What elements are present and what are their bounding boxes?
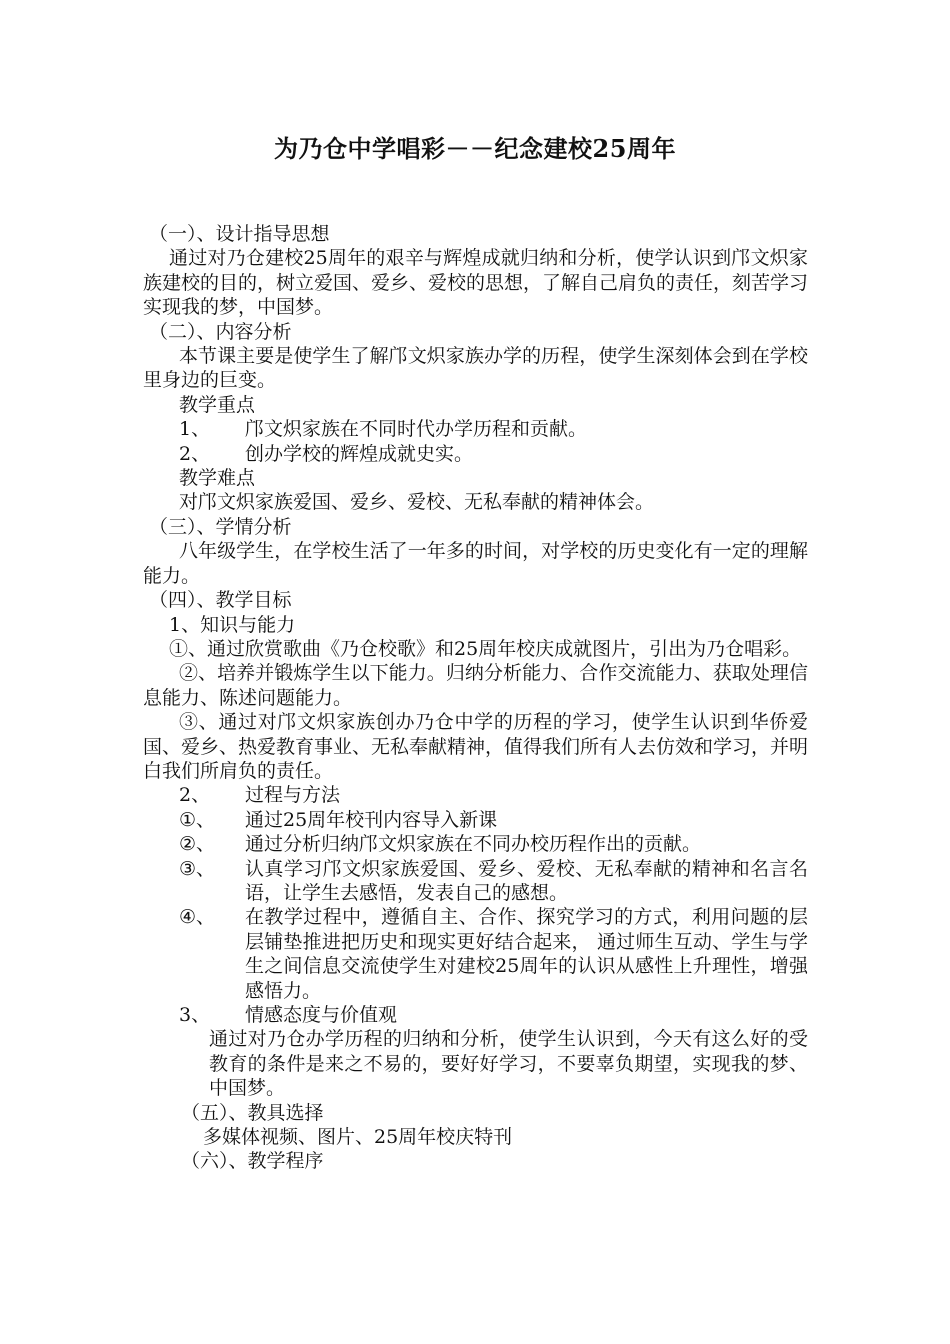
document-body — [143, 222, 808, 1174]
item-text: 认真学习邝文炽家族爱国、爱乡、爱校、无私奉献的精神和名言名语，让学生去感悟，发表自己的感想。 — [245, 857, 808, 904]
document-title: 为乃仓中学唱彩－－纪念建校25周年 — [274, 134, 676, 163]
item-text: 在教学过程中，遵循自主、合作、探究学习的方式，利用问题的层层铺垫推进把历史和现实更好结合起来， 通过师生互动、学生与学生之间信息交流使学生对建校25周年的认识从感性上升理性，增强感悟力。 — [245, 906, 808, 1002]
objective-3-text: 通过对乃仓办学历程的归纳和分析，使学生认识到，今天有这么好的受教育的条件是来之不易的，要好好学习，不要辜负期望，实现我的梦、中国梦。 — [209, 1028, 808, 1100]
key-point-item — [143, 442, 808, 466]
objective-label: 过程与方法 — [245, 784, 341, 807]
section-4-heading: （四）、教学目标 — [149, 589, 292, 612]
item-text: 通过分析归纳邝文炽家族在不同办校历程作出的贡献。 — [245, 833, 702, 856]
key-point-text: 邝文炽家族在不同时代办学历程和贡献。 — [245, 418, 588, 441]
difficulty-text: 对邝文炽家族爱国、爱乡、爱校、无私奉献的精神体会。 — [179, 491, 655, 514]
section-3-text: 八年级学生，在学校生活了一年多的时间，对学校的历史变化有一定的理解能力。 — [143, 540, 808, 587]
objective-2-item — [143, 832, 808, 856]
section-1-text: 通过对乃仓建校25周年的艰辛与辉煌成就归纳和分析，使学认识到邝文炽家族建校的目的，树立爱国、爱乡、爱校的思想，了解自己肩负的责任，刻苦学习实现我的梦，中国梦。 — [143, 247, 809, 319]
section-6-heading: （六）、教学程序 — [181, 1150, 324, 1173]
difficulty-label: 教学难点 — [179, 467, 256, 490]
objective-2-heading — [143, 783, 808, 807]
section-2-heading: （二）、内容分析 — [149, 320, 292, 343]
objective-label: 情感态度与价值观 — [245, 1004, 398, 1026]
objective-2-item — [143, 905, 808, 1003]
objective-1-item: ①、通过欣赏歌曲《乃仓校歌》和25周年校庆成就图片，引出为乃仓唱彩。 — [169, 637, 802, 660]
objective-1-item: ③、通过对邝文炽家族创办乃仓中学的历程的学习，使学生认识到华侨爱国、爱乡、热爱教育事业、无私奉献精神，值得我们所有人去仿效和学习，并明白我们所肩负的责任。 — [143, 711, 809, 782]
objective-2-item — [143, 808, 808, 832]
section-3-heading: （三）、学情分析 — [149, 515, 292, 538]
item-number: ②、 — [179, 833, 216, 856]
key-points-label: 教学重点 — [179, 393, 256, 416]
key-point-text: 创办学校的辉煌成就史实。 — [245, 442, 474, 465]
objective-number: 2、 — [179, 784, 211, 807]
section-2-text: 本节课主要是使学生了解邝文炽家族办学的历程，使学生深刻体会到在学校里身边的巨变。 — [143, 345, 808, 392]
objective-number: 3、 — [179, 1004, 211, 1026]
key-point-number: 2、 — [179, 442, 211, 465]
section-5-text: 多媒体视频、图片、25周年校庆特刊 — [203, 1126, 513, 1149]
item-number: ①、 — [179, 808, 216, 831]
section-5-heading: （五）、教具选择 — [181, 1101, 324, 1124]
key-point-number: 1、 — [179, 418, 211, 441]
objective-2-item — [143, 857, 808, 906]
item-number: ③、 — [179, 857, 216, 880]
objective-1-heading: 1、知识与能力 — [169, 613, 296, 636]
objective-3-heading — [143, 1003, 808, 1027]
item-text: 通过25周年校刊内容导入新课 — [245, 808, 498, 831]
section-1-heading: （一）、设计指导思想 — [149, 223, 330, 245]
key-point-item — [143, 417, 808, 441]
item-number: ④、 — [179, 906, 216, 929]
objective-1-item: ②、培养并锻炼学生以下能力。归纳分析能力、合作交流能力、获取处理信息能力、陈述问题能力。 — [143, 662, 808, 709]
